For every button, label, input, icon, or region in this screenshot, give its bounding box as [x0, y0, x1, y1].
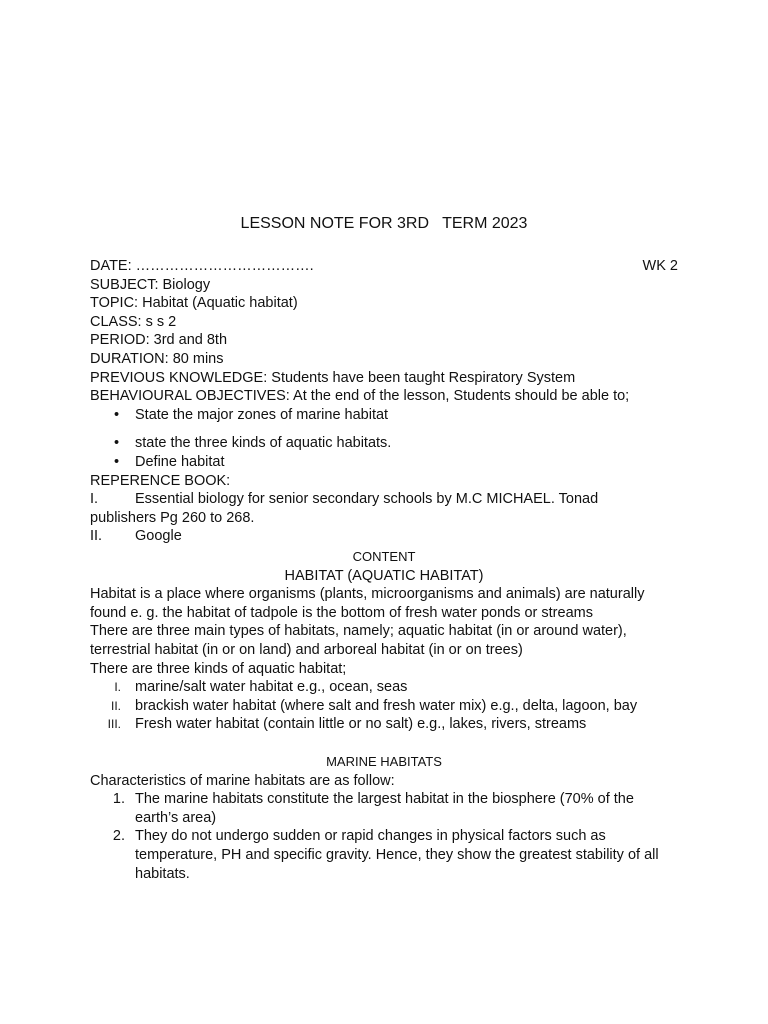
paragraph-line: Habitat is a place where organisms (plants, microorganisms and animals) are naturally: [90, 586, 645, 603]
kinds-item: [90, 697, 678, 716]
objective-item: • Define habitat: [90, 453, 678, 472]
kinds-item: [90, 678, 678, 697]
document-title: LESSON NOTE FOR 3RD TERM 2023: [240, 215, 528, 232]
objective-item: • State the major zones of marine habitat: [90, 406, 678, 425]
paragraph-line: found e. g. the habitat of tadpole is the bottom of fresh water ponds or streams: [90, 604, 593, 621]
objective-item: • state the three kinds of aquatic habitats.: [90, 434, 678, 453]
week-label: WK 2: [642, 258, 678, 274]
objectives-list: [90, 406, 678, 472]
duration-line: DURATION: 80 mins: [90, 350, 224, 367]
class-line: CLASS: s s 2: [90, 313, 177, 330]
reference-text-continued: publishers Pg 260 to 268.: [90, 509, 255, 526]
previous-knowledge-line: PREVIOUS KNOWLEDGE: Students have been taught Respiratory System: [90, 369, 576, 386]
marine-intro: Characteristics of marine habitats are as follow:: [90, 772, 395, 789]
marine-item: [90, 790, 678, 827]
marine-list: [90, 790, 678, 883]
reference-text: Essential biology for senior secondary schools by M.C MICHAEL. Tonad: [135, 491, 599, 508]
reference-number: II.: [90, 528, 103, 545]
kinds-text: marine/salt water habitat e.g., ocean, seas: [135, 679, 408, 696]
content-subheading: HABITAT (AQUATIC HABITAT): [284, 567, 484, 584]
item-number: 1.: [112, 791, 125, 808]
item-number: 2.: [112, 828, 125, 845]
reference-item: [90, 527, 678, 546]
subject-line: SUBJECT: Biology: [90, 276, 211, 293]
roman-number: III.: [107, 717, 121, 732]
kinds-text: Fresh water habitat (contain little or no salt) e.g., lakes, rivers, streams: [135, 716, 587, 733]
marine-item: [90, 827, 678, 883]
reference-number: I.: [90, 491, 99, 508]
paragraph-line: There are three main types of habitats, namely; aquatic habitat (in or around water),: [90, 623, 627, 640]
lesson-header: [90, 257, 678, 546]
item-text: They do not undergo sudden or rapid changes in physical factors such as temperature, PH and specific gravity. Hence, they show the greatest stability of all habitats.: [135, 828, 659, 882]
date-field: DATE: ……………………………….: [90, 258, 314, 274]
period-line: PERIOD: 3rd and 8th: [90, 332, 228, 349]
date-row: [90, 257, 678, 276]
kinds-intro: There are three kinds of aquatic habitat;: [90, 660, 347, 677]
reference-item: [90, 490, 678, 509]
reference-heading: REPERENCE BOOK:: [90, 472, 231, 489]
marine-heading: MARINE HABITATS: [326, 754, 442, 769]
paragraph-line: terrestrial habitat (in or on land) and arboreal habitat (in or on trees): [90, 641, 523, 658]
item-text: The marine habitats constitute the largest habitat in the biosphere (70% of the earth’s area): [135, 791, 634, 826]
content-heading: CONTENT: [352, 549, 416, 564]
reference-text: Google: [135, 528, 182, 545]
roman-number: II.: [110, 698, 121, 713]
roman-number: I.: [114, 680, 121, 695]
topic-line: TOPIC: Habitat (Aquatic habitat): [90, 295, 298, 312]
content-section: [90, 548, 678, 734]
objectives-intro: BEHAVIOURAL OBJECTIVES: At the end of the lesson, Students should be able to;: [90, 388, 630, 405]
kinds-text: brackish water habitat (where salt and fresh water mix) e.g., delta, lagoon, bay: [135, 697, 638, 714]
marine-section: [90, 753, 678, 883]
kinds-item: [90, 715, 678, 734]
